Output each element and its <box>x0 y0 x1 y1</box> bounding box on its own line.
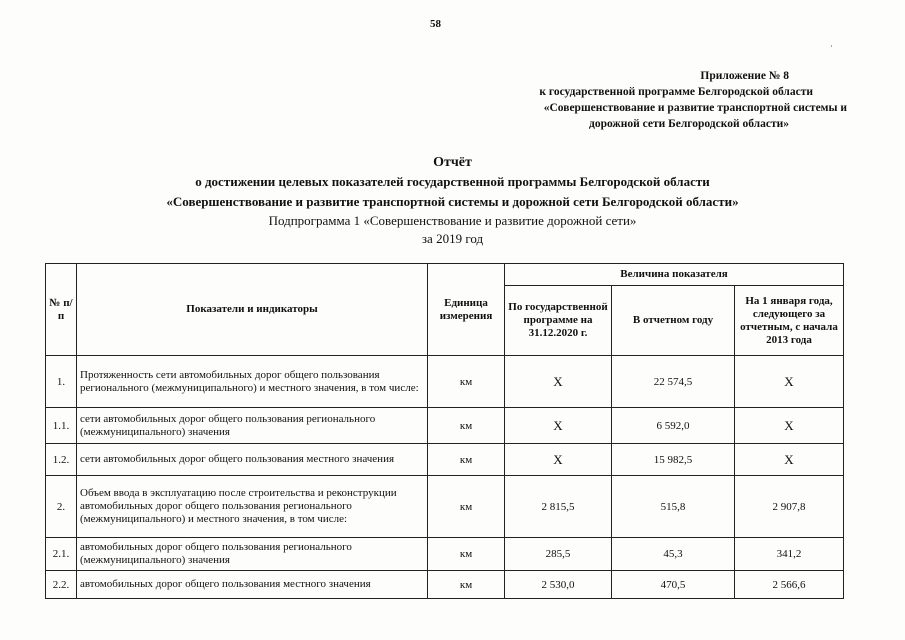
row-actual: 22 574,5 <box>612 356 735 408</box>
row-name: автомобильных дорог общего пользования местного значения <box>77 571 428 599</box>
row-name: автомобильных дорог общего пользования регионального (межмуниципального) значения <box>77 538 428 571</box>
row-actual: 6 592,0 <box>612 408 735 444</box>
row-planned: 2 815,5 <box>505 476 612 538</box>
row-actual: 515,8 <box>612 476 735 538</box>
row-name: Протяженность сети автомобильных дорог общего пользования регионального (межмуниципального) и местного значения, в том числе: <box>77 356 428 408</box>
table-row <box>46 571 844 599</box>
row-planned: Х <box>505 408 612 444</box>
row-num: 2.1. <box>46 538 77 571</box>
row-planned: Х <box>505 444 612 476</box>
table-row <box>46 356 844 408</box>
row-planned: 285,5 <box>505 538 612 571</box>
row-num: 1.2. <box>46 444 77 476</box>
table-row <box>46 476 844 538</box>
row-cumulative: 341,2 <box>735 538 844 571</box>
row-num: 2. <box>46 476 77 538</box>
table-row <box>46 538 844 571</box>
row-cumulative: Х <box>735 408 844 444</box>
program-name: «Совершенствование и развитие транспортной системы и дорожной сети Белгородской области» <box>166 194 739 209</box>
row-cumulative: Х <box>735 356 844 408</box>
row-cumulative: 2 566,6 <box>735 571 844 599</box>
header-cumulative: На 1 января года, следующего за отчетным, с начала 2013 года <box>735 286 844 356</box>
row-planned: 2 530,0 <box>505 571 612 599</box>
row-actual: 470,5 <box>612 571 735 599</box>
row-name: Объем ввода в эксплуатацию после строительства и реконструкции автомобильных дорог общего пользования регионального (межмуниципального) и местного значения, в том числе: <box>77 476 428 538</box>
appendix-line-2: к государственной программе Белгородской области <box>539 86 813 98</box>
row-unit: км <box>428 356 505 408</box>
header-planned: По государственной программе на 31.12.2020 г. <box>505 286 612 356</box>
row-num: 2.2. <box>46 571 77 599</box>
appendix-block <box>539 68 847 132</box>
header-num: № п/п <box>46 264 77 356</box>
row-num: 1. <box>46 356 77 408</box>
row-name: сети автомобильных дорог общего пользования местного значения <box>77 444 428 476</box>
header-unit: Единица измерения <box>428 264 505 356</box>
row-cumulative: 2 907,8 <box>735 476 844 538</box>
report-year: за 2019 год <box>421 231 484 246</box>
row-name: сети автомобильных дорог общего пользования регионального (межмуниципального) значения <box>77 408 428 444</box>
report-subtitle: о достижении целевых показателей государственной программы Белгородской области <box>195 174 710 189</box>
header-indicator: Показатели и индикаторы <box>77 264 428 356</box>
row-unit: км <box>428 476 505 538</box>
report-title-block <box>0 154 905 248</box>
row-unit: км <box>428 538 505 571</box>
row-actual: 45,3 <box>612 538 735 571</box>
row-planned: Х <box>505 356 612 408</box>
scan-mark: ˙ <box>830 44 833 54</box>
appendix-line-1: Приложение № 8 <box>700 70 789 82</box>
row-unit: км <box>428 444 505 476</box>
row-actual: 15 982,5 <box>612 444 735 476</box>
page-number: 58 <box>430 18 441 30</box>
row-unit: км <box>428 408 505 444</box>
row-num: 1.1. <box>46 408 77 444</box>
row-unit: км <box>428 571 505 599</box>
table-row <box>46 408 844 444</box>
indicators-table <box>45 263 844 599</box>
header-value-group: Величина показателя <box>505 264 844 286</box>
table-row <box>46 444 844 476</box>
appendix-line-4: дорожной сети Белгородской области» <box>589 118 789 130</box>
report-title: Отчёт <box>433 155 472 170</box>
subprogram-name: Подпрограмма 1 «Совершенствование и развитие дорожной сети» <box>268 213 637 228</box>
appendix-line-3: «Совершенствование и развитие транспортной системы и <box>543 102 847 114</box>
header-actual: В отчетном году <box>612 286 735 356</box>
row-cumulative: Х <box>735 444 844 476</box>
